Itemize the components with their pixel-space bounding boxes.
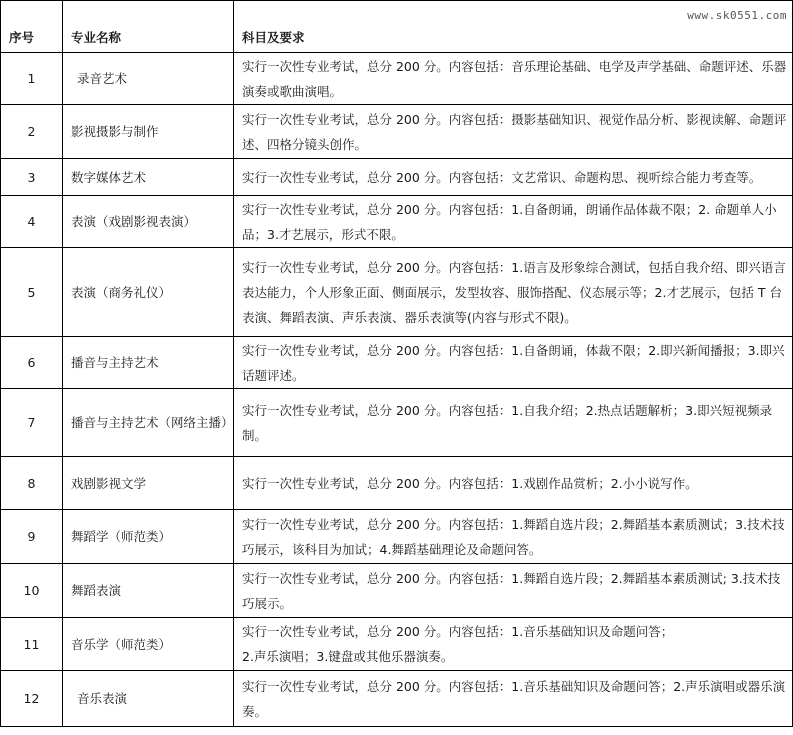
row-requirements: 实行一次性专业考试，总分 200 分。内容包括：音乐理论基础、电学及声学基础、命题评述、乐器演奏或歌曲演唱。 [234,53,793,105]
row-major-name: 播音与主持艺术（网络主播） [63,389,234,457]
row-requirements: 实行一次性专业考试，总分 200 分。内容包括：1.自备朗诵，体裁不限；2.即兴新闻播报；3.即兴话题评述。 [234,337,793,389]
table-row [1,53,793,105]
header-index: 序号 [1,1,63,53]
table-row [1,105,793,159]
row-requirements: 实行一次性专业考试，总分 200 分。内容包括：1.语言及形象综合测试，包括自我介绍、即兴语言表达能力，个人形象正面、侧面展示，发型妆容、服饰搭配、仪态展示等；2.才艺展示，包括 T 台表演、舞蹈表演、声乐表演、器乐表演等(内容与形式不限)。 [234,248,793,337]
row-major-name: 播音与主持艺术 [63,337,234,389]
row-requirements: 实行一次性专业考试，总分 200 分。内容包括：文艺常识、命题构思、视听综合能力考查等。 [234,159,793,196]
table-row [1,457,793,510]
header-requirements: 科目及要求 [234,1,793,53]
row-requirements: 实行一次性专业考试，总分 200 分。内容包括：1.舞蹈自选片段；2.舞蹈基本素质测试; 3.技术技巧展示。 [234,564,793,618]
site-watermark: www.sk0551.com [687,9,787,22]
row-major-name: 表演（戏剧影视表演） [63,196,234,248]
row-index: 11 [1,618,63,671]
row-major-name: 音乐学（师范类） [63,618,234,671]
row-major-name: 戏剧影视文学 [63,457,234,510]
row-requirements: 实行一次性专业考试，总分 200 分。内容包括：1.自我介绍；2.热点话题解析；3.即兴短视频录制。 [234,389,793,457]
table-row [1,510,793,564]
row-index: 5 [1,248,63,337]
row-major-name: 影视摄影与制作 [63,105,234,159]
row-index: 7 [1,389,63,457]
row-requirements: 实行一次性专业考试，总分 200 分。内容包括：1.舞蹈自选片段；2.舞蹈基本素质测试；3.技术技巧展示，该科目为加试；4.舞蹈基础理论及命题问答。 [234,510,793,564]
table-row [1,248,793,337]
table-row [1,564,793,618]
table-row [1,159,793,196]
table-row [1,337,793,389]
row-major-name: 录音艺术 [63,53,234,105]
table-row [1,196,793,248]
row-major-name: 舞蹈表演 [63,564,234,618]
row-requirements: 实行一次性专业考试，总分 200 分。内容包括：1.戏剧作品赏析；2.小小说写作。 [234,457,793,510]
row-index: 9 [1,510,63,564]
row-major-name: 表演（商务礼仪） [63,248,234,337]
row-index: 3 [1,159,63,196]
header-major-name: 专业名称 [63,1,234,53]
row-index: 12 [1,671,63,727]
row-index: 1 [1,53,63,105]
row-requirements: 实行一次性专业考试，总分 200 分。内容包括：1.音乐基础知识及命题问答； 2.声乐演唱；3.键盘或其他乐器演奏。 [234,618,793,671]
table-row [1,618,793,671]
table-header-row [1,1,793,53]
row-requirements: 实行一次性专业考试，总分 200 分。内容包括：1.自备朗诵，朗诵作品体裁不限；2. 命题单人小品；3.才艺展示，形式不限。 [234,196,793,248]
row-requirements: 实行一次性专业考试，总分 200 分。内容包括：1.音乐基础知识及命题问答；2.声乐演唱或器乐演奏。 [234,671,793,727]
row-index: 6 [1,337,63,389]
table-row [1,389,793,457]
row-index: 10 [1,564,63,618]
row-index: 2 [1,105,63,159]
row-major-name: 数字媒体艺术 [63,159,234,196]
row-index: 4 [1,196,63,248]
table-row [1,671,793,727]
row-index: 8 [1,457,63,510]
row-major-name: 舞蹈学（师范类） [63,510,234,564]
row-major-name: 音乐表演 [63,671,234,727]
row-requirements: 实行一次性专业考试，总分 200 分。内容包括：摄影基础知识、视觉作品分析、影视读解、命题评述、四格分镜头创作。 [234,105,793,159]
